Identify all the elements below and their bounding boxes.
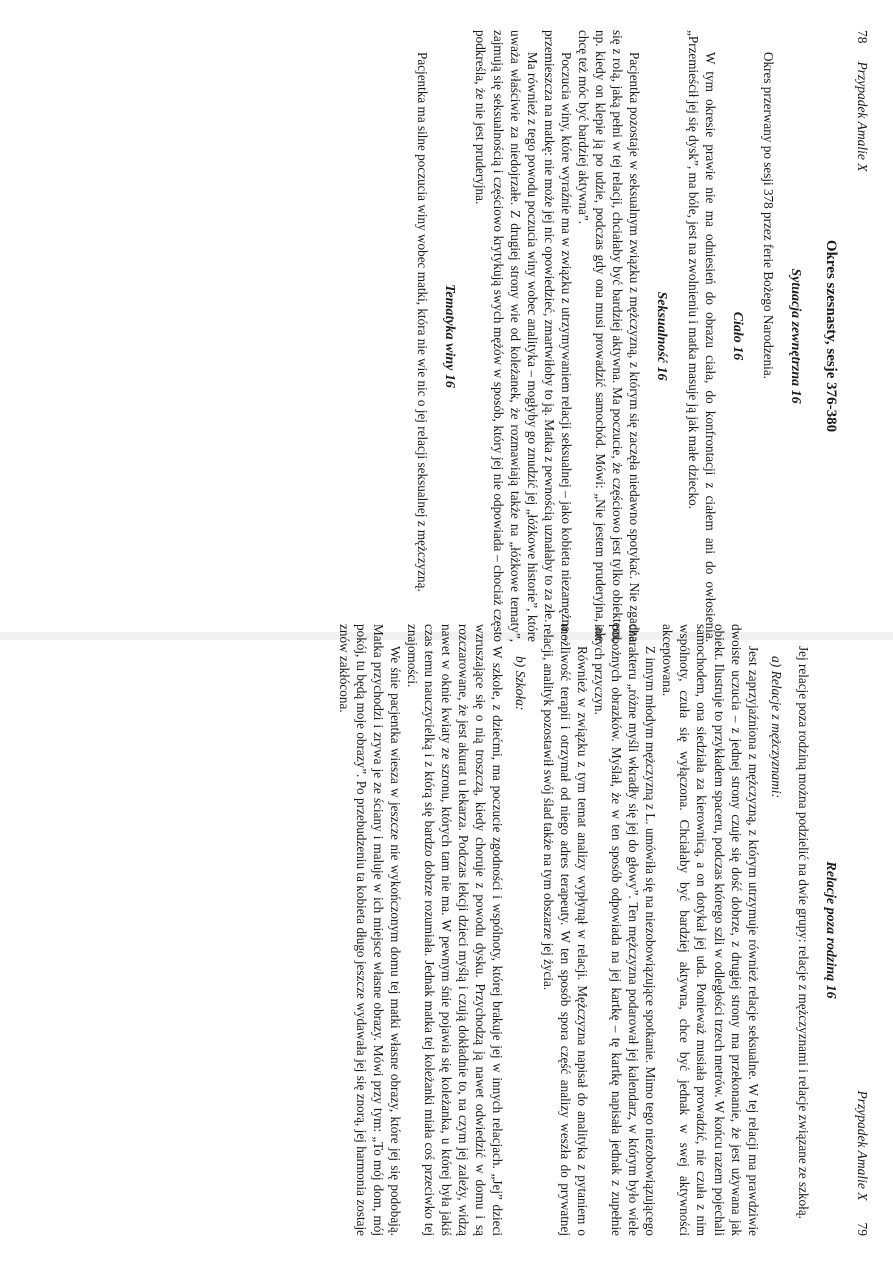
section-heading: Ciało 16: [729, 311, 745, 361]
section-heading: Relacje poza rodziną 16: [823, 861, 838, 999]
section-heading: Sytuacja zewnętrzna 16: [787, 268, 803, 404]
subsection-heading: b) Szkoła:: [513, 656, 529, 711]
chapter-title: Okres szesnasty, sesje 376-380: [823, 239, 839, 433]
running-head-text: Przypadek Amalie X: [855, 1090, 870, 1201]
section-heading: Tematyka winy 16: [442, 284, 458, 388]
paragraph: We śnie pacjentka wiesza w jeszcze nie wykończonym domu tej matki własne obrazy, które jej się podobają. Matka przychodzi i zrywa je ze ściany i maluje w ich miejsce własne obrazy. Mówi przy tym: „To mój dom, mój pokój, tu będą moje obrazy”. Po przebudzeniu ta kobieta długo jeszcze wydawała jej się znorą, jej harmonia zostaje znów zakłócona.: [336, 624, 403, 1236]
paragraph: Z innym młodym mężczyzną z L. umówiła się na niezobowiązujące spotkanie. Mimo tego niezobowiązującego charakteru „różne myśli wkradły się jej do głowy”. Ten mężczyzna podarował jej kalendarz, w którym było wiele pobożnych obrazków. Myślał, że w ten sposób odpowiada na jej kartkę – tę kartkę napisała jednak z zupełnie innych przyczyn.: [591, 624, 659, 1236]
paragraph: Jej relacje poza rodziną można podzielić na dwie grupy: relacje z mężczyznami i relacje związane ze szkołą.: [795, 646, 811, 1219]
right-page: [21, 624, 871, 1236]
paragraph: Również w związku z tym temat analizy wypłynął w relacji. Mężczyzna napisał do analityka z pytaniem o możliwość terapii i otrzymał od niego adres terapeuty. W ten sposób spora część analizy weszła do prywatnej relacji, analityk pozostawił swój ślad także na tym obszarze jej życia.: [540, 624, 590, 1236]
paragraph: Pacjentka pozostaje w seksualnym związku z mężczyzną, z którym się zaczęła niedawno spotykać. Nie zgadza się z rolą, jaką pełni w tej relacji, chciałaby być bardziej aktywna. Ma poczucie, że częściowo jest tylko obiektem, np. kiedy on klepie ją po udzie, podczas gdy ona musi prowadzić samochód. Mówi: „Nie jestem pruderyjna, ale chcę też móc być bardziej aktywna”.: [576, 30, 643, 642]
paragraph: W tym okresie prawie nie ma odniesień do obrazu ciała, do konfrontacji z ciałem ani do owłosienia. „Przemieścił jej się dysk”, ma bóle, jest na zwolnieniu i matka masuje ją jak małe dziecko.: [685, 30, 718, 642]
paragraph: Pacjentka ma silne poczucia winy wobec matki, która nie wie nic o jej relacji seksualnej z mężczyzną.: [415, 52, 431, 592]
paragraph: Ma również z tego powodu poczucia winy wobec analityka – mogłyby go znudzić jej „łóżkowe historie”, które uważa właściwie za niedojrzałe. Z drugiej strony wie od koleżanek, że rozmawiają także na „łóżkowe tematy”, zajmują się seksualnością i częściowo krytykują swych mężów w sposób, który jej nie odpowiada – chociaż często podkreśla, że nie jest pruderyjna.: [473, 30, 540, 642]
paragraph: Jest zaprzyjaźniona z mężczyzną, z którym utrzymuje również relacje seksualne. W tej relacji ma prawdziwie dwoiste uczucia – z jednej strony czuje się dość dobrze, z drugiej strony ma przekonanie, że jest używana jak obiekt. Ilustruje to przykładem spaceru, podczas którego szli w odległości trzech metrów. W końcu razem pojechali samochodem, ona siedziała za kierownicą, a on dotykał jej uda. Ponieważ musiała prowadzić, nie czuła z nim wspólnoty, czuła się wyłączona. Chciałaby być bardziej aktywna, chce być jednak w swej aktywności akceptowana.: [660, 624, 761, 1236]
section-heading: Seksualność 16: [654, 291, 670, 381]
paragraph: Okres przerwany po sesji 378 przez ferie Bożego Narodzenia.: [760, 52, 776, 379]
left-page: [21, 30, 871, 642]
paragraph: W szkole, z dziećmi, ma poczucie zgodności i wspólnoty, której brakuje jej w innych relacjach. „Jej” dzieci wzruszające się o nią troszczą, kiedy choruje z powodu dysku. Przychodzą ją nawet odwiedzić w domu i są rozczarowane, że jest akurat u lekarza. Podczas lekcji dzieci myślą i czują dokładnie to, na czym jej zależy, widzą nawet w oknie kwiaty ze szronu, których tam nie ma. W pewnym śnie pojawia się koleżanka, u której była jakiś czas temu nauczycielką i z którą się bardzo dobrze rozumiała. Jednak matka tej koleżanki miała coś przeciwko tej znajomości.: [404, 624, 506, 1236]
running-head-left: [853, 30, 871, 642]
page-number: 78: [855, 30, 870, 44]
page-number: 79: [855, 1222, 870, 1236]
running-head-right: [853, 624, 871, 1236]
paragraph: Poczucia winy, które wyraźnie ma w związku z utrzymywaniem relacji seksualnej – jako kobieta niezamężna – przemieszcza na matkę: nie może jej nic opowiedzieć, zmartwiłoby to ją. Matka z pewnością uznałaby to za złe.: [541, 30, 574, 642]
subsection-heading: a) Relacje z mężczyznami:: [768, 656, 784, 799]
running-head-text: Przypadek Amalie X: [855, 61, 870, 172]
